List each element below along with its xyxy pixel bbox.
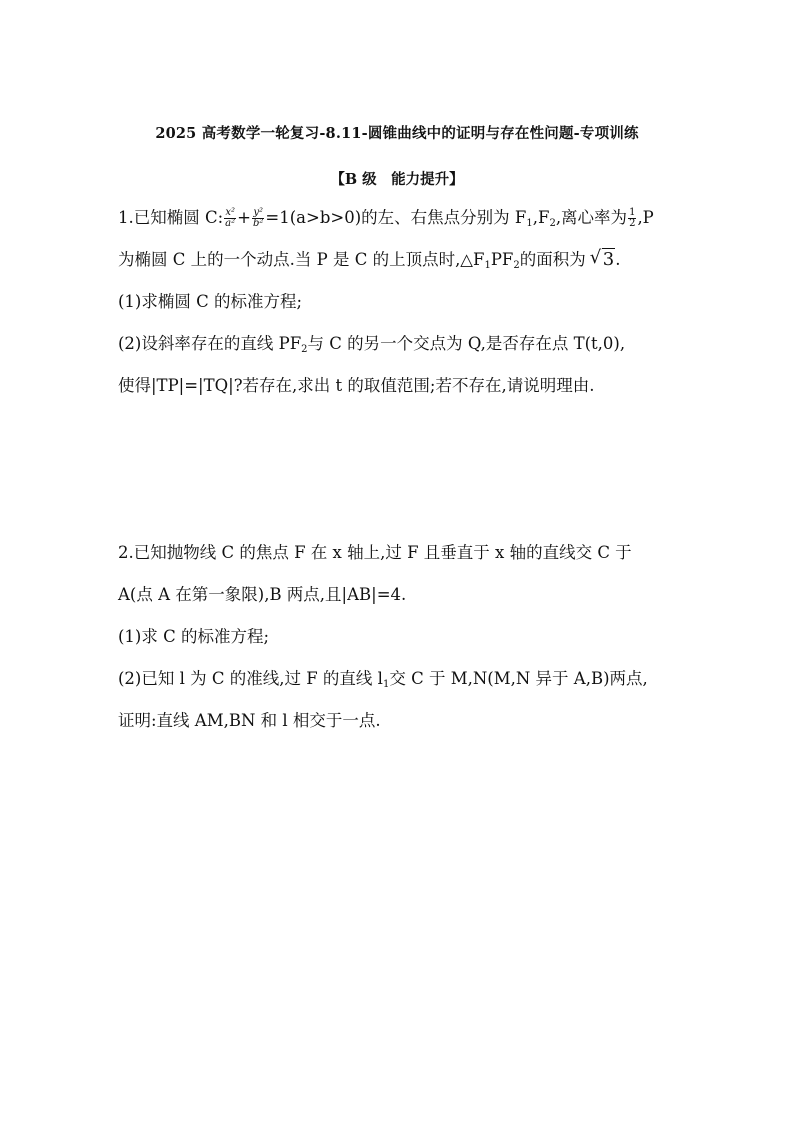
q2-part-2: (2)已知 l 为 C 的准线,过 F 的直线 $l_1$交 C 于 M,N(M,N 异于 A,B)两点,: [118, 669, 648, 690]
q1-equation-text: =1(a>b>0)的左、右焦点分别为 F: [265, 208, 527, 227]
frac-y2-b2: $\frac{\text{y²}}{\text{b²}}$: [252, 207, 264, 229]
radical-sign: √: [589, 247, 602, 268]
q2-line-1: 2.已知抛物线 C 的焦点 F 在 x 轴上,过 F 且垂直于 x 轴的直线交 C 于: [118, 543, 632, 562]
frac-x2-a2: $\frac{\text{x²}}{\text{a²}}$: [225, 207, 236, 229]
q2-line-2: A(点 A 在第一象限),B 两点,且|AB|=4.: [118, 585, 407, 604]
q1-line-2: 为椭圆 C 上的一个动点.当 P 是 C 的上顶点时$,\triangle F_1PF_2$的面积为 √ 3.: [118, 247, 621, 271]
q2-part-2-line-2: 证明:直线 AM,BN 和 l 相交于一点.: [118, 711, 381, 730]
q1-part-1: (1)求椭圆 C 的标准方程;: [118, 292, 303, 311]
q1-part-2: (2)设斜率存在的直线 $PF_2$与 C 的另一个交点为 Q,是否存在点 T(t,0),: [118, 334, 626, 355]
sqrt-three: √ 3: [589, 247, 615, 270]
frac-one-half: $\frac{1}{2}$: [629, 207, 636, 229]
q1-intro: 1.已知椭圆 C:: [118, 208, 224, 227]
q1-part-2-line-2: 使得|TP|=|TQ|?若存在,求出 t 的取值范围;若不存在,请说明理由.: [118, 376, 595, 395]
plus-sign: +: [237, 208, 251, 227]
page-title: 2025 高考数学一轮复习-8.11-圆锥曲线中的证明与存在性问题-专项训练: [155, 125, 639, 142]
q2-part-1: (1)求 C 的标准方程;: [118, 627, 270, 646]
section-level: 【B 级 能力提升】: [330, 171, 464, 188]
q1-line-1: 1.已知椭圆 C: $\frac{\text{x²}}{\text{a²}}$ + $\frac{\text{y²}}{\text{b²}}$ =1(a>b>0)的左、右焦点分别为 $F_1,F_2$,离心率为 $\frac{1}{2}$ ,P: [118, 207, 654, 229]
